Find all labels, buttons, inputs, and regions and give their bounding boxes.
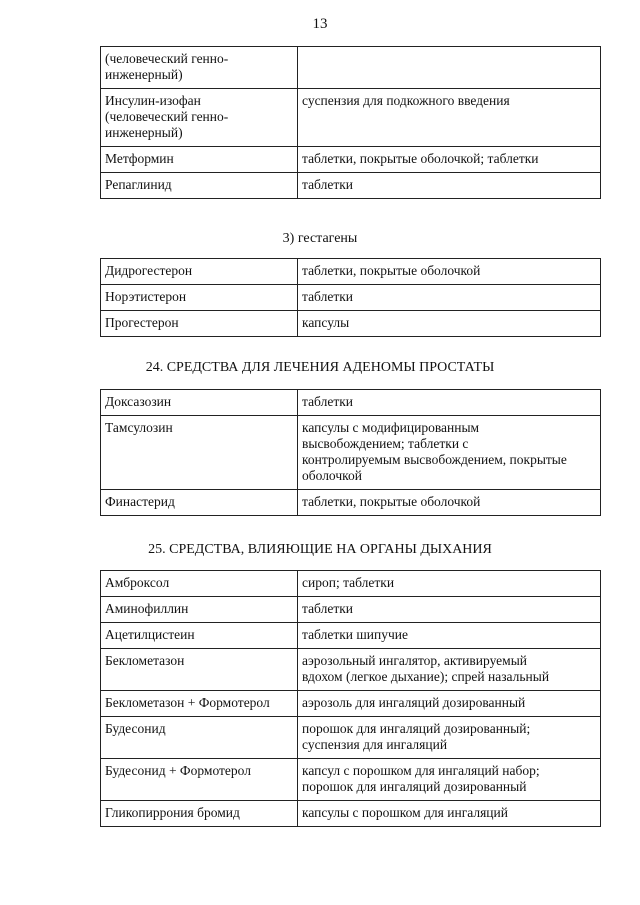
table-prostate xyxy=(100,389,601,516)
dosage-form-cell: таблетки, покрытые оболочкой xyxy=(298,490,601,516)
drug-name-cell: Инсулин-изофан (человеческий генно- инженерный) xyxy=(101,89,298,147)
table-row xyxy=(101,285,601,311)
dosage-form-cell: капсул с порошком для ингаляций набор; порошок для ингаляций дозированный xyxy=(298,759,601,801)
table-row xyxy=(101,691,601,717)
dosage-form-cell xyxy=(298,47,601,89)
table-row xyxy=(101,416,601,490)
table-row xyxy=(101,259,601,285)
drug-name-cell: (человеческий генно- инженерный) xyxy=(101,47,298,89)
table-insulins xyxy=(100,46,601,199)
dosage-form-cell: порошок для ингаляций дозированный; суспензия для ингаляций xyxy=(298,717,601,759)
table-row xyxy=(101,147,601,173)
dosage-form-cell: аэрозольный ингалятор, активируемый вдохом (легкое дыхание); спрей назальный xyxy=(298,649,601,691)
dosage-form-cell: таблетки xyxy=(298,173,601,199)
table-row xyxy=(101,311,601,337)
drug-name-cell: Гликопиррония бромид xyxy=(101,801,298,827)
table-respiratory xyxy=(100,570,601,827)
drug-name-cell: Аминофиллин xyxy=(101,597,298,623)
dosage-form-cell: таблетки, покрытые оболочкой xyxy=(298,259,601,285)
drug-name-cell: Ацетилцистеин xyxy=(101,623,298,649)
drug-name-cell: Метформин xyxy=(101,147,298,173)
section-heading-respiratory: 25. СРЕДСТВА, ВЛИЯЮЩИЕ НА ОРГАНЫ ДЫХАНИЯ xyxy=(148,542,492,557)
drug-name-cell: Прогестерон xyxy=(101,311,298,337)
dosage-form-cell: таблетки xyxy=(298,597,601,623)
dosage-form-cell: суспензия для подкожного введения xyxy=(298,89,601,147)
drug-name-cell: Тамсулозин xyxy=(101,416,298,490)
drug-name-cell: Дидрогестерон xyxy=(101,259,298,285)
table-row xyxy=(101,623,601,649)
table-row xyxy=(101,759,601,801)
drug-name-cell: Будесонид xyxy=(101,717,298,759)
drug-name-cell: Финастерид xyxy=(101,490,298,516)
drug-name-cell: Беклометазон xyxy=(101,649,298,691)
table-row xyxy=(101,717,601,759)
table-row xyxy=(101,801,601,827)
table-row xyxy=(101,490,601,516)
section-heading-gestagens: 3) гестагены xyxy=(282,231,358,246)
dosage-form-cell: капсулы xyxy=(298,311,601,337)
table-row xyxy=(101,89,601,147)
drug-name-cell: Будесонид + Формотерол xyxy=(101,759,298,801)
dosage-form-cell: сироп; таблетки xyxy=(298,571,601,597)
table-row xyxy=(101,597,601,623)
dosage-form-cell: капсулы с модифицированным высвобождением; таблетки с контролируемым высвобождением, покрытые оболочкой xyxy=(298,416,601,490)
table-row xyxy=(101,390,601,416)
dosage-form-cell: таблетки шипучие xyxy=(298,623,601,649)
page-number: 13 xyxy=(312,16,328,32)
drug-name-cell: Амброксол xyxy=(101,571,298,597)
dosage-form-cell: аэрозоль для ингаляций дозированный xyxy=(298,691,601,717)
table-gestagens xyxy=(100,258,601,337)
table-row xyxy=(101,47,601,89)
drug-name-cell: Норэтистерон xyxy=(101,285,298,311)
table-row xyxy=(101,571,601,597)
dosage-form-cell: таблетки xyxy=(298,285,601,311)
drug-name-cell: Репаглинид xyxy=(101,173,298,199)
drug-name-cell: Доксазозин xyxy=(101,390,298,416)
drug-name-cell: Беклометазон + Формотерол xyxy=(101,691,298,717)
table-row xyxy=(101,173,601,199)
section-heading-prostate: 24. СРЕДСТВА ДЛЯ ЛЕЧЕНИЯ АДЕНОМЫ ПРОСТАТЫ xyxy=(145,360,495,375)
dosage-form-cell: таблетки xyxy=(298,390,601,416)
table-row xyxy=(101,649,601,691)
dosage-form-cell: капсулы с порошком для ингаляций xyxy=(298,801,601,827)
dosage-form-cell: таблетки, покрытые оболочкой; таблетки xyxy=(298,147,601,173)
